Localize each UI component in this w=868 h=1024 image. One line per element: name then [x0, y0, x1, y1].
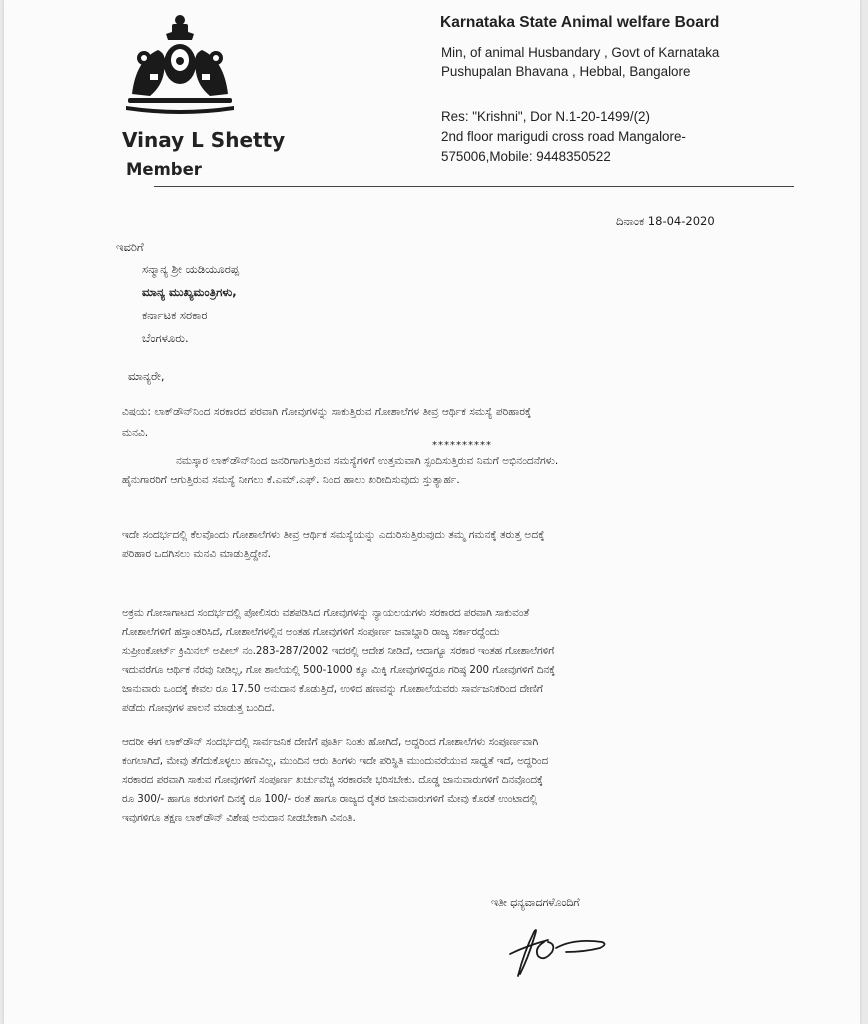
- paragraph-greeting: [122, 452, 558, 490]
- recipient-line: ಕರ್ನಾಟಕ ಸರಕಾರ: [142, 308, 208, 322]
- member-title: Member: [126, 160, 202, 179]
- paragraph-line: ಇದೇ ಸಂದರ್ಭದಲ್ಲಿ ಕೆಲವೊಂದು ಗೋಶಾಲೆಗಳು ತೀವ್ರ ಆರ್ಥಿಕ ಸಮಸ್ಯೆಯನ್ನು ಎದುರಿಸುತ್ತಿರುವುದು ತಮ್ಮ ಗಮನಕ್ಕೆ ತರುತ್ತ ಅದಕ್ಕೆ: [122, 529, 545, 541]
- paragraph-line: ಕಂಗಲಾಗಿದೆ, ಮೇವು ತೆಗೆದುಕೊಳ್ಳಲು ಹಣವಿಲ್ಲ, ಮುಂದಿನ ಆರು ತಿಂಗಳು ಇದೇ ಪರಿಸ್ಥಿತಿ ಮುಂದುವರೆಯುವ ಸಾಧ್ಯತೆ ಇದೆ, ಅದ್ದರಿಂದ: [122, 755, 549, 767]
- signature: [504, 918, 614, 980]
- closing-line: ಇತೀ ಧನ್ಯವಾದಗಳೊಂದಿಗೆ: [491, 896, 580, 909]
- subject-line: ವಿಷಯ: ಲಾಕ್‌ಡೌನ್‌ನಿಂದ ಸರಕಾರದ ಪರವಾಗಿ ಗೋವುಗಳನ್ನು ಸಾಕುತ್ತಿರುವ ಗೋಶಾಲೆಗಳ ತೀವ್ರ ಆರ್ಥಿಕ ಸಮಸ್ಯೆ ಪರಿಹಾರಕ್ಕೆ: [122, 406, 532, 418]
- recipient-line: ಸನ್ಮಾನ್ಯ ಶ್ರೀ ಯಡಿಯೂರಪ್ಪ: [142, 262, 240, 276]
- paragraph-line: ಪಡೆದು ಗೋವುಗಳ ಪಾಲನೆ ಮಾಡುತ್ತ ಬಂದಿದೆ.: [122, 702, 275, 714]
- ministry-line: Min, of animal Husbandary , Govt of Karnataka: [441, 45, 720, 60]
- paragraph-line: ಸುಪ್ರೀಂಕೋರ್ಟ್ ಕ್ರಿಮಿನಲ್ ಅಪೀಲ್ ನಂ.283-287/2002 ಇದರಲ್ಲಿ ಆದೇಶ ನೀಡಿದೆ, ಆದಾಗ್ಯೂ ಸರಕಾರ ಇಂತಹ ಗೋಶಾಲೆಗಳಿಗೆ: [122, 645, 555, 657]
- paragraph-background: [122, 604, 555, 718]
- paragraph-line: ನಮಸ್ಕಾರ ಲಾಕ್‌ಡೌನ್‌ನಿಂದ ಜನರಿಗಾಗುತ್ತಿರುವ ಸಮಸ್ಯೆಗಳಿಗೆ ಉತ್ತಮವಾಗಿ ಸ್ಪಂದಿಸುತ್ತಿರುವ ನಿಮಗೆ ಅಭಿನಂದನೆಗಳು.: [176, 455, 559, 467]
- letter-date: ದಿನಾಂಕ 18-04-2020: [616, 214, 715, 228]
- subject-line: ಮನವಿ.: [122, 427, 149, 439]
- paragraph-request: [122, 733, 548, 828]
- residence-line-3: 575006,Mobile: 9448350522: [441, 149, 611, 164]
- paragraph-line: ಆದರೀ ಈಗ ಲಾಕ್‌ಡೌನ್ ಸಂದರ್ಭದಲ್ಲಿ ಸಾರ್ವಜನಿಕ ದೇಣಿಗೆ ಪೂರ್ತಿ ನಿಂತು ಹೋಗಿದೆ, ಅದ್ದರಿಂದ ಗೋಶಾಲೆಗಳು ಸಂಪೂರ್ಣವಾಗಿ: [122, 736, 539, 748]
- paragraph-line: ಪರಿಹಾರ ಒದಗಿಸಲು ಮನವಿ ಮಾಡುತ್ತಿದ್ದೇನೆ.: [122, 548, 271, 560]
- paragraph-line: ರೂ 300/- ಹಾಗೂ ಕರುಗಳಿಗೆ ದಿನಕ್ಕೆ ರೂ 100/- ರಂತೆ ಹಾಗೂ ರಾಜ್ಯದ ರೈತರ ಜಾನುವಾರುಗಳಿಗೆ ಮೇವು ಕೊರತೆ ಉಂಟಾದಲ್ಲಿ: [122, 793, 538, 805]
- paragraph-line: ಜಾನುವಾರು ಒಂದಕ್ಕೆ ಕೇವಲ ರೂ 17.50 ಅನುದಾನ ಕೊಡುತ್ತಿದೆ, ಉಳಿದ ಹಣವನ್ನು ಗೋಶಾಲೆಯವರು ಸಾರ್ವಜನಿಕರಿಂದ ದೇಣಿಗೆ: [122, 683, 543, 695]
- paragraph-line: ಗೋಶಾಲೆಗಳಿಗೆ ಹಸ್ತಾಂತರಿಸಿದೆ, ಗೋಶಾಲೆಗಳಲ್ಲಿನ ಅಂತಹ ಗೋವುಗಳಿಗೆ ಸಂಪೂರ್ಣ ಜವಾಬ್ದಾರಿ ರಾಜ್ಯ ಸರ್ಕಾರದ್ದೆಂದು: [122, 626, 500, 638]
- paragraph-line: ಸರಕಾರದ ಪರವಾಗಿ ಸಾಕುವ ಗೋವುಗಳಿಗೆ ಸಂಪೂರ್ಣ ಖರ್ಚುವೆಚ್ಚ ಸರಕಾರವೇ ಭರಿಸಬೇಕು. ದೊಡ್ಡ ಜಾನುವಾರುಗಳಿಗೆ ದಿನವೊಂದಕ್ಕೆ: [122, 774, 543, 786]
- separator: **********: [432, 440, 492, 451]
- office-address-line: Pushupalan Bhavana , Hebbal, Bangalore: [441, 64, 691, 79]
- karnataka-emblem-icon: [122, 14, 238, 114]
- paragraph-line: ಅಕ್ರಮ ಗೋಸಾಗಾಟದ ಸಂದರ್ಭದಲ್ಲಿ ಪೋಲಿಸರು ವಶಪಡಿಸಿದ ಗೋವುಗಳನ್ನು ನ್ಯಾಯಲಯಗಳು ಸರಕಾರದ ಪರವಾಗಿ ಸಾಕುವಂತೆ: [122, 607, 530, 619]
- salutation: ಮಾನ್ಯರೇ,: [128, 369, 165, 383]
- to-line: ಇವರಿಗೆ: [116, 240, 144, 254]
- member-name: Vinay L Shetty: [122, 128, 286, 152]
- recipient-line: ಬೆಂಗಳೂರು.: [142, 331, 189, 345]
- paragraph-problem: [122, 526, 544, 564]
- recipient-line: ಮಾನ್ಯ ಮುಖ್ಯಮಂತ್ರಿಗಳು,: [142, 285, 237, 299]
- header-divider: [154, 186, 794, 187]
- paragraph-line: ಇದುವರೆಗೂ ಆರ್ಥಿಕ ನೆರವು ನೀಡಿಲ್ಲ, ಗೋ ಶಾಲೆಯಲ್ಲಿ 500-1000 ಕ್ಕೂ ಮಿಕ್ಕಿ ಗೋವುಗಳಿದ್ದರೂ ಗರಿಷ್ಠ 200 ಗೋವುಗಳಿಗೆ ದಿನಕ್ಕೆ: [122, 664, 556, 676]
- residence-line-1: Res: "Krishni", Dor N.1-20-1499/(2): [441, 109, 650, 124]
- paragraph-line: ಹೈನುಗಾರರಿಗೆ ಆಗುತ್ತಿರುವ ಸಮಸ್ಯೆ ನೀಗಲು ಕೆ.ಎಮ್.ಎಫ್. ನಿಂದ ಹಾಲು ಖರೀದಿಸುವುದು ಸ್ತುತ್ಯಾರ್ಹ.: [122, 474, 460, 486]
- residence-line-2: 2nd floor marigudi cross road Mangalore-: [441, 129, 686, 144]
- board-name: Karnataka State Animal welfare Board: [440, 14, 720, 31]
- letter-page: [4, 0, 860, 1024]
- paragraph-line: ಇವುಗಳಿಗೂ ತಕ್ಷಣ ಲಾಕ್‌ಡೌನ್ ವಿಶೇಷ ಅನುದಾನ ನೀಡಬೇಕಾಗಿ ವಿನಂತಿ.: [122, 812, 356, 824]
